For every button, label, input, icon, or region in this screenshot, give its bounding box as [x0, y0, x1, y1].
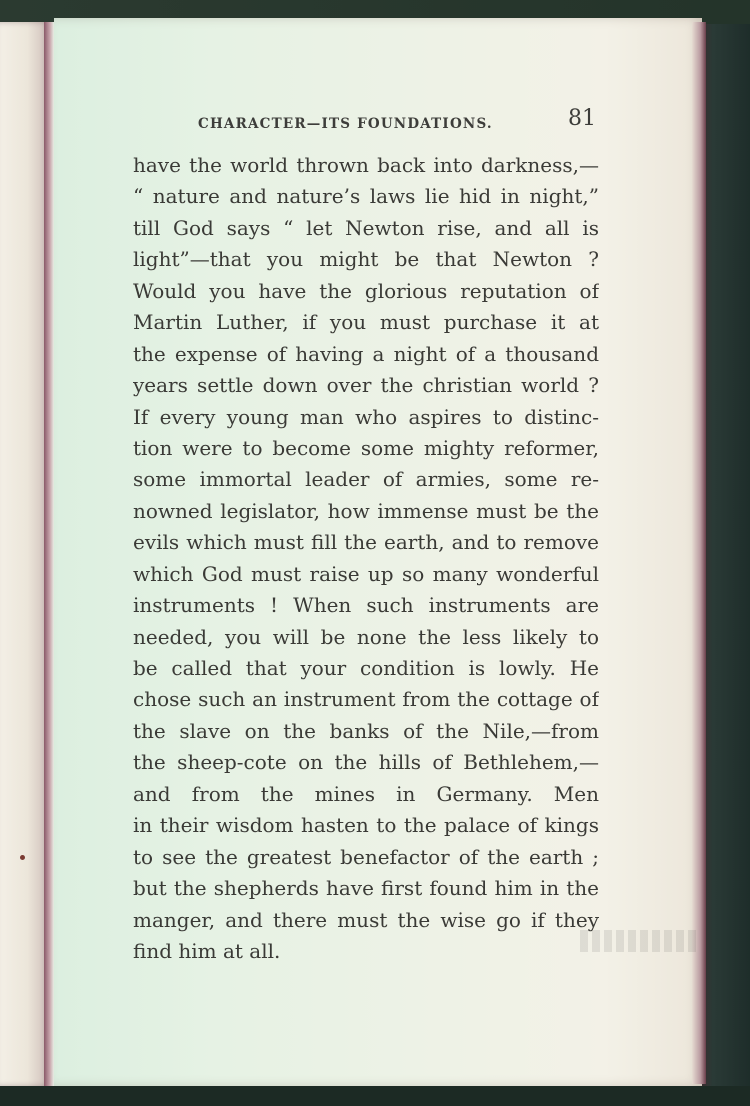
text-line: till God says “ let Newton rise, and all is [133, 215, 599, 240]
text-line: needed, you will be none the less likely to [133, 624, 599, 649]
text-line: “ nature and nature’s laws lie hid in night,” [133, 184, 599, 209]
text-line: tion were to become some mighty reformer, [133, 435, 599, 460]
text-line: Martin Luther, if you must purchase it at [133, 310, 599, 335]
running-title: CHARACTER—ITS FOUNDATIONS. [198, 116, 493, 132]
running-head [144, 106, 604, 140]
text-line: have the world thrown back into darkness,— [133, 153, 599, 177]
text-line: nowned legislator, how immense must be the [133, 498, 599, 523]
book-cover-edge [700, 24, 750, 1106]
text-line: but the shepherds have first found him in the [133, 876, 599, 901]
show-through-text [580, 930, 700, 952]
body-text [133, 150, 599, 967]
text-line: instruments ! When such instruments are [133, 593, 599, 618]
text-line: be called that your condition is lowly. He [133, 656, 599, 680]
text-line: which God must raise up so many wonderful [133, 561, 599, 586]
text-line: If every young man who aspires to distinc- [133, 404, 599, 429]
text-line: chose such an instrument from the cottage of [133, 687, 599, 712]
page-number: 81 [568, 106, 596, 131]
text-line: some immortal leader of armies, some re- [133, 467, 599, 492]
text-line: Would you have the glorious reputation of [133, 278, 599, 303]
facing-page [0, 22, 50, 1086]
text-line: years settle down over the christian world ? [133, 373, 599, 398]
ink-spot [20, 855, 25, 860]
text-line: and from the mines in Germany. Men [133, 781, 599, 806]
text-line: the expense of having a night of a thousand [133, 341, 599, 366]
text-line: find him at all. [133, 938, 281, 963]
page-fore-edge [692, 22, 706, 1084]
text-line: the slave on the banks of the Nile,—from [133, 718, 599, 743]
text-line: manger, and there must the wise go if they [133, 907, 599, 932]
page-gutter [44, 22, 54, 1086]
text-line: to see the greatest benefactor of the earth ; [133, 844, 599, 869]
book-cover-bottom [0, 1086, 750, 1106]
text-line: in their wisdom hasten to the palace of kings [133, 813, 599, 838]
text-line: evils which must fill the earth, and to remove [133, 530, 599, 555]
text-line: light”—that you might be that Newton ? [133, 247, 599, 272]
text-line: the sheep-cote on the hills of Bethlehem,— [133, 750, 599, 775]
